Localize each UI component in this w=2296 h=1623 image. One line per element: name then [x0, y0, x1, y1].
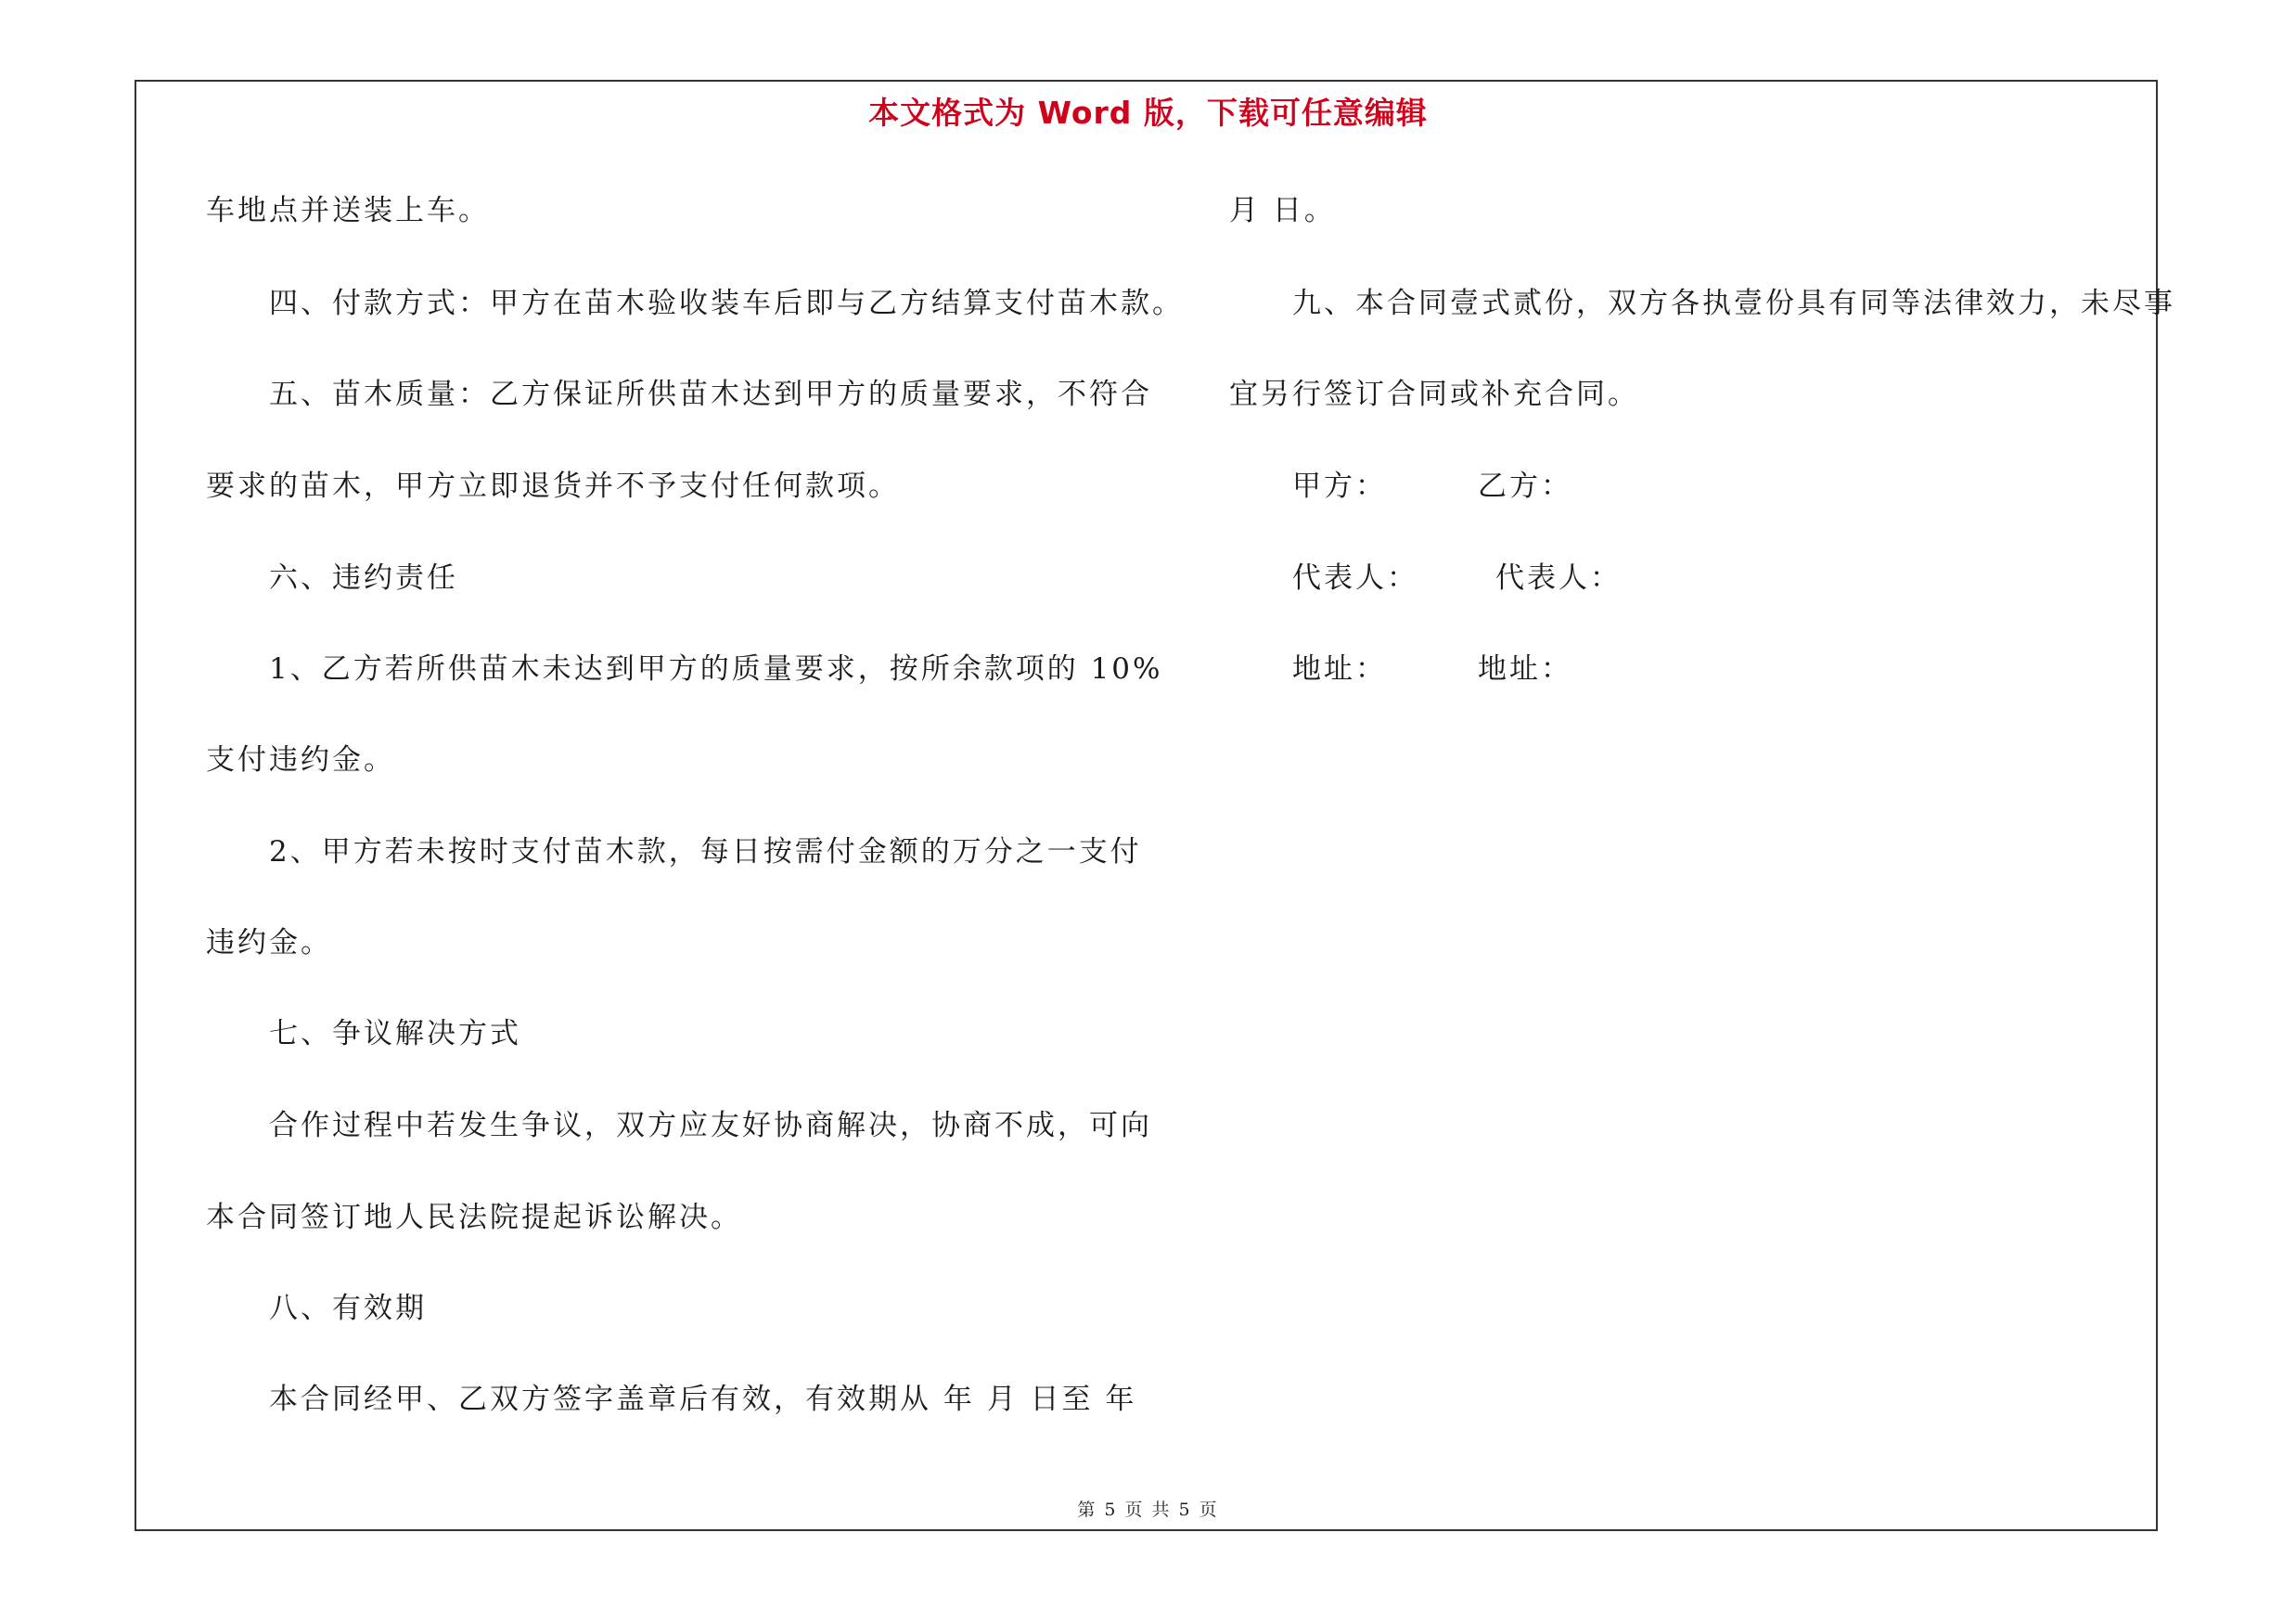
clause-4-payment: 四、付款方式：甲方在苗木验收装车后即与乙方结算支付苗木款。	[269, 287, 1184, 320]
clause-6-heading: 六、违约责任	[269, 561, 458, 595]
party-a-address-label: 地址：	[1292, 652, 1387, 686]
party-a-label: 甲方：	[1292, 470, 1387, 503]
page-number-footer: 第 5 页 共 5 页	[1077, 1500, 1219, 1520]
clause-7-heading: 七、争议解决方式	[269, 1017, 521, 1050]
text-line: 要求的苗木，甲方立即退货并不予支付任何款项。	[206, 470, 900, 503]
clause-8-heading: 八、有效期	[269, 1292, 427, 1325]
text-line: 支付违约金。	[206, 743, 395, 777]
text-line: 本合同签订地人民法院提起诉讼解决。	[206, 1201, 742, 1234]
party-b-label: 乙方：	[1478, 470, 1572, 503]
party-a-representative-label: 代表人：	[1292, 561, 1418, 595]
clause-9-body: 九、本合同壹式贰份，双方各执壹份具有同等法律效力，未尽事	[1292, 287, 2175, 320]
text-line: 违约金。	[206, 926, 332, 960]
clause-7-body: 合作过程中若发生争议，双方应友好协商解决，协商不成，可向	[269, 1109, 1152, 1142]
clause-6-item-1: 1、乙方若所供苗木未达到甲方的质量要求，按所余款项的 10%	[269, 652, 1163, 686]
text-line: 车地点并送装上车。	[206, 194, 490, 227]
party-b-address-label: 地址：	[1478, 652, 1572, 686]
party-b-representative-label: 代表人：	[1495, 561, 1622, 595]
word-format-banner: 本文格式为 Word 版，下载可任意编辑	[868, 95, 1428, 131]
text-line: 宜另行签订合同或补充合同。	[1229, 378, 1639, 411]
clause-6-item-2: 2、甲方若未按时支付苗木款，每日按需付金额的万分之一支付	[269, 835, 1142, 869]
clause-5-quality: 五、苗木质量：乙方保证所供苗木达到甲方的质量要求，不符合	[269, 378, 1152, 411]
text-line: 月 日。	[1229, 194, 1336, 227]
clause-8-body: 本合同经甲、乙双方签字盖章后有效，有效期从 年 月 日至 年	[269, 1383, 1137, 1416]
